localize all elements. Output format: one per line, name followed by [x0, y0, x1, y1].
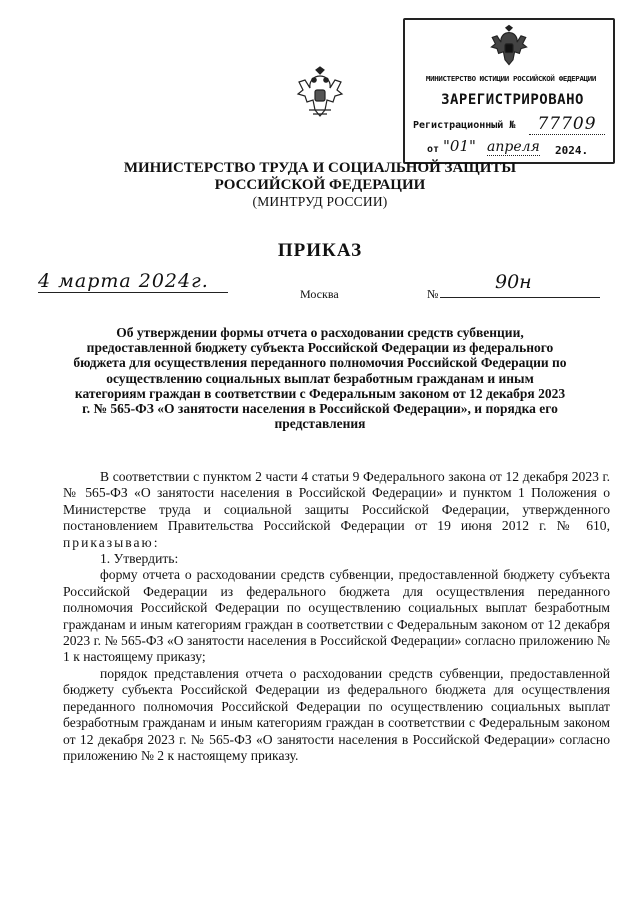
- paragraph-preamble: [63, 469, 610, 551]
- stamp-reg-label: Регистрационный №: [413, 120, 516, 131]
- document-type: ПРИКАЗ: [277, 240, 363, 261]
- stamp-date-day: "01": [443, 137, 476, 155]
- paragraph-procedure: порядок представления отчета о расходовании средств субвенции, предоставленной бюджету субъекта Российской Федерации из федерального бюджета для осуществления переданного полномочия Российской Федерации по осуществлению социальных выплат безработным гражданам и иным категориям граждан в соответствии с Федеральным законом от 12 декабря 2023 г. № 565-ФЗ «О занятости населения в Российской Федерации» согласно приложению № 2 к настоящему приказу.: [63, 665, 610, 763]
- stamp-date-year: 2024.: [555, 144, 589, 157]
- city: Москва: [300, 287, 339, 301]
- stamp-coat-of-arms-icon: [489, 24, 529, 70]
- paragraph-form: форму отчета о расходовании средств субвенции, предоставленной бюджету субъекта Российской Федерации из федерального бюджета для осуществления переданного полномочия Российской Федерации по осуществлению социальных выплат безработным гражданам и иным категориям граждан в соответствии с Федеральным законом от 12 декабря 2023 г. № 565-ФЗ «О занятости населения в Российской Федерации» согласно приложению № 1 к настоящему приказу;: [63, 567, 610, 665]
- number-underline: [440, 297, 600, 298]
- paragraph-approve: 1. Утвердить:: [100, 551, 179, 567]
- document-title: Об утверждении формы отчета о расходовании средств субвенции, предоставленной бюджету субъекта Российской Федерации из федерального бюджета для осуществления переданного полномочия Российской Федерации по осуществлению социальных выплат безработным гражданам и иным категориям граждан в соответствии с Федеральным законом от 12 декабря 2023 г. № 565-ФЗ «О занятости населения в Российской Федерации», и порядка его представления: [73, 325, 567, 432]
- stamp-ministry-text: МИНИСТЕРСТВО ЮСТИЦИИ РОССИЙСКОЙ ФЕДЕРАЦИИ: [425, 74, 597, 83]
- handwritten-number: 90н: [495, 271, 532, 293]
- stamp-registered-text: ЗАРЕГИСТРИРОВАНО: [441, 92, 584, 108]
- ministry-line-2: РОССИЙСКОЙ ФЕДЕРАЦИИ: [214, 177, 426, 193]
- preamble-text: В соответствии с пунктом 2 части 4 статьи 9 Федерального закона от 12 декабря 2023 г. № 565-ФЗ «О занятости населения в Российской Федерации» и пунктом 1 Положения о Министерстве труда и социальной защиты Российской Федерации, утвержденного постановлением Правительства Российской Федерации от 19 июня 2012 г. № 610,: [63, 469, 610, 534]
- ministry-short-name: (МИНТРУД РОССИИ): [252, 194, 388, 209]
- registration-stamp: [403, 18, 615, 164]
- ministry-line-1: МИНИСТЕРСТВО ТРУДА И СОЦИАЛЬНОЙ ЗАЩИТЫ: [123, 160, 517, 176]
- stamp-date-month: апреля: [487, 139, 540, 155]
- stamp-date-prefix: от: [427, 144, 440, 155]
- handwritten-date: 4 марта 2024г.: [38, 270, 228, 293]
- ministry-name: [0, 160, 640, 194]
- coat-of-arms-icon: [295, 66, 345, 122]
- number-label: №: [427, 287, 439, 301]
- stamp-reg-number: 77709: [529, 114, 605, 135]
- document-body: [63, 469, 610, 764]
- order-word: приказываю:: [63, 534, 160, 550]
